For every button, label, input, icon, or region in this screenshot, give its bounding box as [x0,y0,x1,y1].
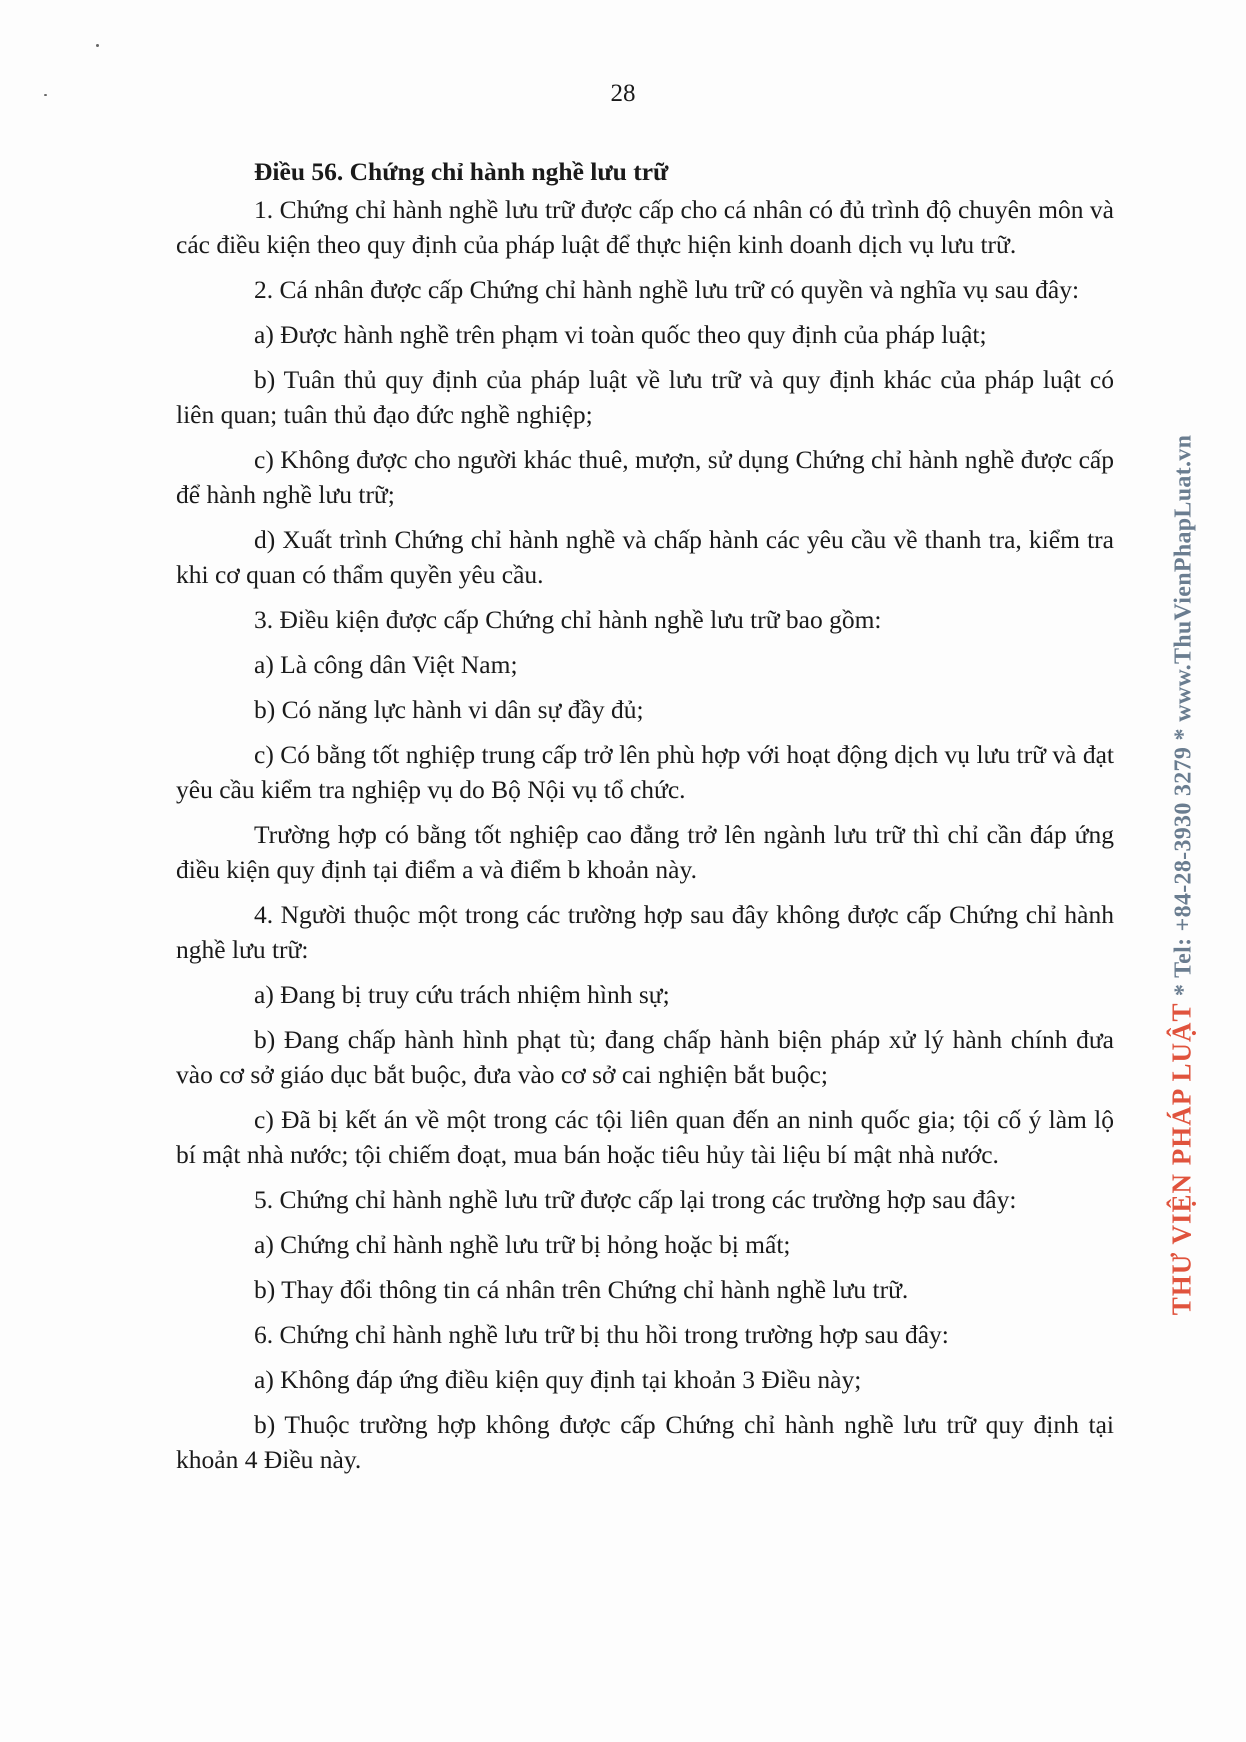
article-paragraph: Trường hợp có bằng tốt nghiệp cao đẳng trở lên ngành lưu trữ thì chỉ cần đáp ứng điều kiện quy định tại điểm a và điểm b khoản này. [176,820,1114,884]
article-paragraph: b) Tuân thủ quy định của pháp luật về lưu trữ và quy định khác của pháp luật có liên quan; tuân thủ đạo đức nghề nghiệp; [176,365,1114,429]
article-paragraph: b) Đang chấp hành hình phạt tù; đang chấp hành biện pháp xử lý hành chính đưa vào cơ sở giáo dục bắt buộc, đưa vào cơ sở cai nghiện bắt buộc; [176,1025,1114,1089]
article-paragraph: b) Thuộc trường hợp không được cấp Chứng chỉ hành nghề lưu trữ quy định tại khoản 4 Điều này. [176,1410,1114,1474]
watermark-separator: * [1170,983,1197,997]
page-number: 28 [610,80,636,107]
article-paragraph: a) Không đáp ứng điều kiện quy định tại khoản 3 Điều này; [254,1365,862,1394]
article-paragraphs [176,192,1114,1477]
article-paragraph: a) Được hành nghề trên phạm vi toàn quốc theo quy định của pháp luật; [254,320,987,349]
article-paragraph: a) Chứng chỉ hành nghề lưu trữ bị hỏng hoặc bị mất; [254,1230,791,1259]
article-paragraph: b) Thay đổi thông tin cá nhân trên Chứng chỉ hành nghề lưu trữ. [254,1275,909,1304]
watermark-brand: THƯ VIỆN PHÁP LUẬT [1166,1002,1197,1316]
article-paragraph: 6. Chứng chỉ hành nghề lưu trữ bị thu hồi trong trường hợp sau đây: [254,1320,949,1349]
article-paragraph: 5. Chứng chỉ hành nghề lưu trữ được cấp lại trong các trường hợp sau đây: [254,1185,1017,1214]
article-paragraph: 3. Điều kiện được cấp Chứng chỉ hành nghề lưu trữ bao gồm: [254,605,882,634]
article-body [176,154,1114,1487]
article-paragraph: a) Là công dân Việt Nam; [254,650,518,679]
watermark-website: www.ThuVienPhapLuat.vn [1170,434,1197,722]
article-paragraph: a) Đang bị truy cứu trách nhiệm hình sự; [254,980,670,1009]
watermark-phone: Tel: +84-28-3930 3279 [1170,746,1197,978]
article-paragraph: 1. Chứng chỉ hành nghề lưu trữ được cấp cho cá nhân có đủ trình độ chuyên môn và các điều kiện theo quy định của pháp luật để thực hiện kinh doanh dịch vụ lưu trữ. [176,195,1114,259]
article-paragraph: 4. Người thuộc một trong các trường hợp sau đây không được cấp Chứng chỉ hành nghề lưu trữ: [176,900,1114,964]
article-paragraph: 2. Cá nhân được cấp Chứng chỉ hành nghề lưu trữ có quyền và nghĩa vụ sau đây: [254,275,1080,304]
article-paragraph: c) Không được cho người khác thuê, mượn, sử dụng Chứng chỉ hành nghề được cấp để hành nghề lưu trữ; [176,445,1114,509]
article-paragraph: c) Có bằng tốt nghiệp trung cấp trở lên phù hợp với hoạt động dịch vụ lưu trữ và đạt yêu cầu kiểm tra nghiệp vụ do Bộ Nội vụ tổ chức. [176,740,1114,804]
article-paragraph: c) Đã bị kết án về một trong các tội liên quan đến an ninh quốc gia; tội cố ý làm lộ bí mật nhà nước; tội chiếm đoạt, mua bán hoặc tiêu hủy tài liệu bí mật nhà nước. [176,1105,1114,1169]
watermark-text [1167,435,1198,1315]
article-title: Điều 56. Chứng chỉ hành nghề lưu trữ [254,157,669,186]
article-paragraph: d) Xuất trình Chứng chỉ hành nghề và chấp hành các yêu cầu về thanh tra, kiểm tra khi cơ quan có thẩm quyền yêu cầu. [176,525,1114,589]
watermark-separator-2: * [1170,728,1197,741]
article-paragraph: b) Có năng lực hành vi dân sự đầy đủ; [254,695,644,724]
scan-speck [96,44,99,47]
